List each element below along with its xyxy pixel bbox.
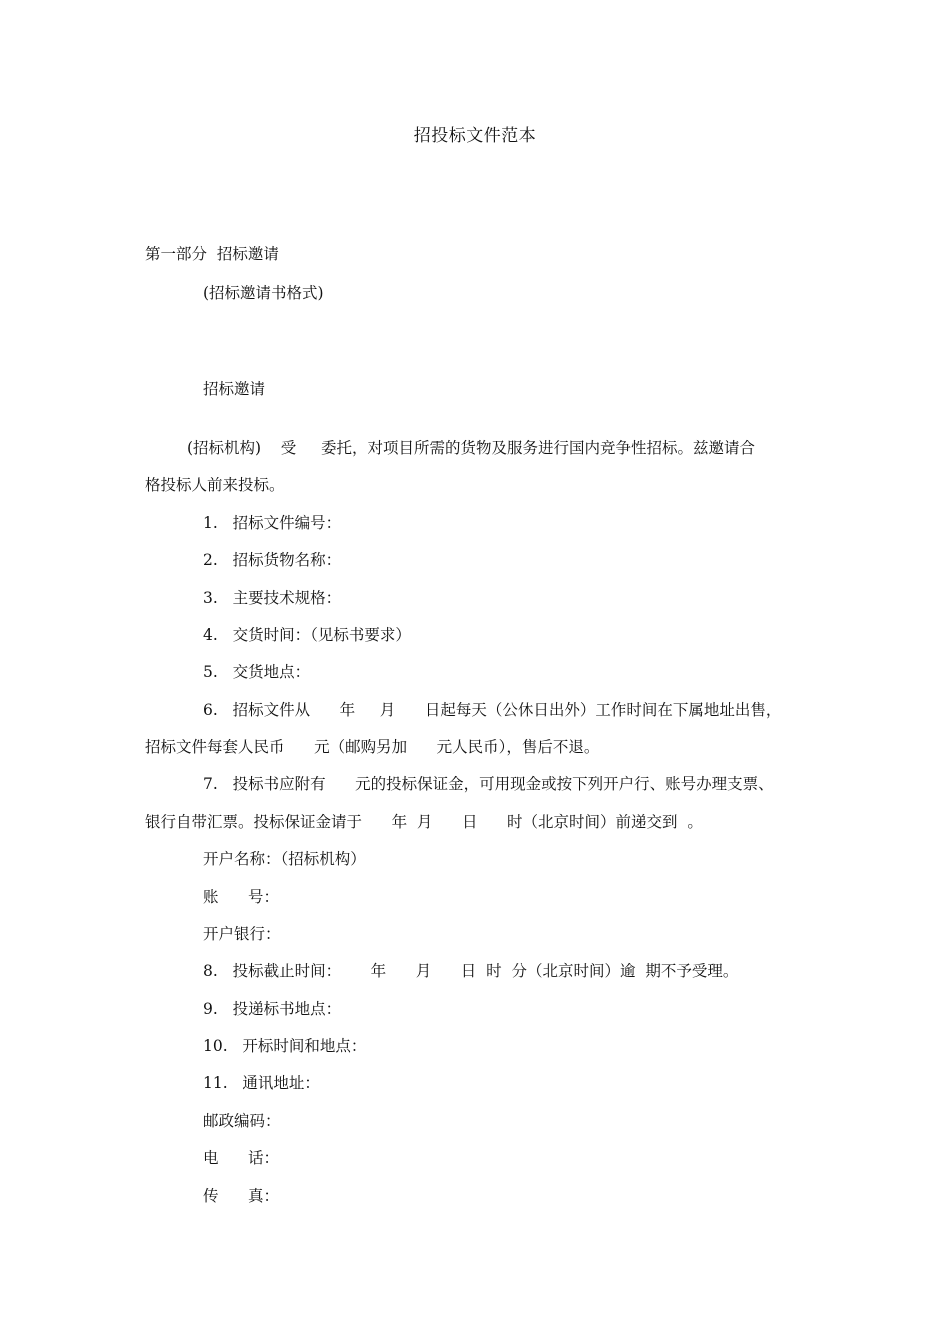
intro-line-2: 格投标人前来投标。 bbox=[145, 476, 285, 494]
item-7-line-2: 银行自带汇票。投标保证金请于 年 月 日 时（北京时间）前递交到 。 bbox=[145, 813, 703, 831]
item-10: 10. 开标时间和地点： bbox=[203, 1037, 367, 1055]
phone: 电 话： bbox=[203, 1149, 280, 1167]
item-4: 4. 交货时间：（见标书要求） bbox=[203, 626, 411, 644]
item-1: 1. 招标文件编号： bbox=[203, 514, 342, 532]
document-title: 招投标文件范本 bbox=[413, 126, 537, 146]
item-3: 3. 主要技术规格： bbox=[203, 589, 342, 607]
format-note: (招标邀请书格式) bbox=[203, 284, 324, 302]
section-title: 招标邀请 bbox=[203, 380, 266, 398]
item-9: 9. 投递标书地点： bbox=[203, 1000, 342, 1018]
account-bank: 开户银行： bbox=[203, 925, 281, 943]
part-heading: 第一部分 招标邀请 bbox=[145, 245, 279, 263]
item-11: 11. 通讯地址： bbox=[203, 1074, 320, 1092]
account-name: 开户名称：（招标机构） bbox=[203, 850, 366, 868]
fax: 传 真： bbox=[203, 1187, 280, 1205]
postal-code: 邮政编码： bbox=[203, 1112, 281, 1130]
intro-line-1: (招标机构) 受 委托，对项目所需的货物及服务进行国内竞争性招标。兹邀请合 bbox=[187, 439, 755, 457]
account-number: 账 号： bbox=[203, 888, 280, 906]
item-7-line-1: 7. 投标书应附有 元的投标保证金，可用现金或按下列开户行、账号办理支票、 bbox=[203, 775, 774, 793]
item-6-line-1: 6. 招标文件从 年 月 日起每天（公休日出外）工作时间在下属地址出售， bbox=[203, 701, 782, 719]
item-8: 8. 投标截止时间： 年 月 日 时 分（北京时间）逾 期不予受理。 bbox=[203, 962, 739, 980]
item-5: 5. 交货地点： bbox=[203, 663, 311, 681]
item-2: 2. 招标货物名称： bbox=[203, 551, 342, 569]
item-6-line-2: 招标文件每套人民币 元（邮购另加 元人民币），售后不退。 bbox=[145, 738, 600, 756]
